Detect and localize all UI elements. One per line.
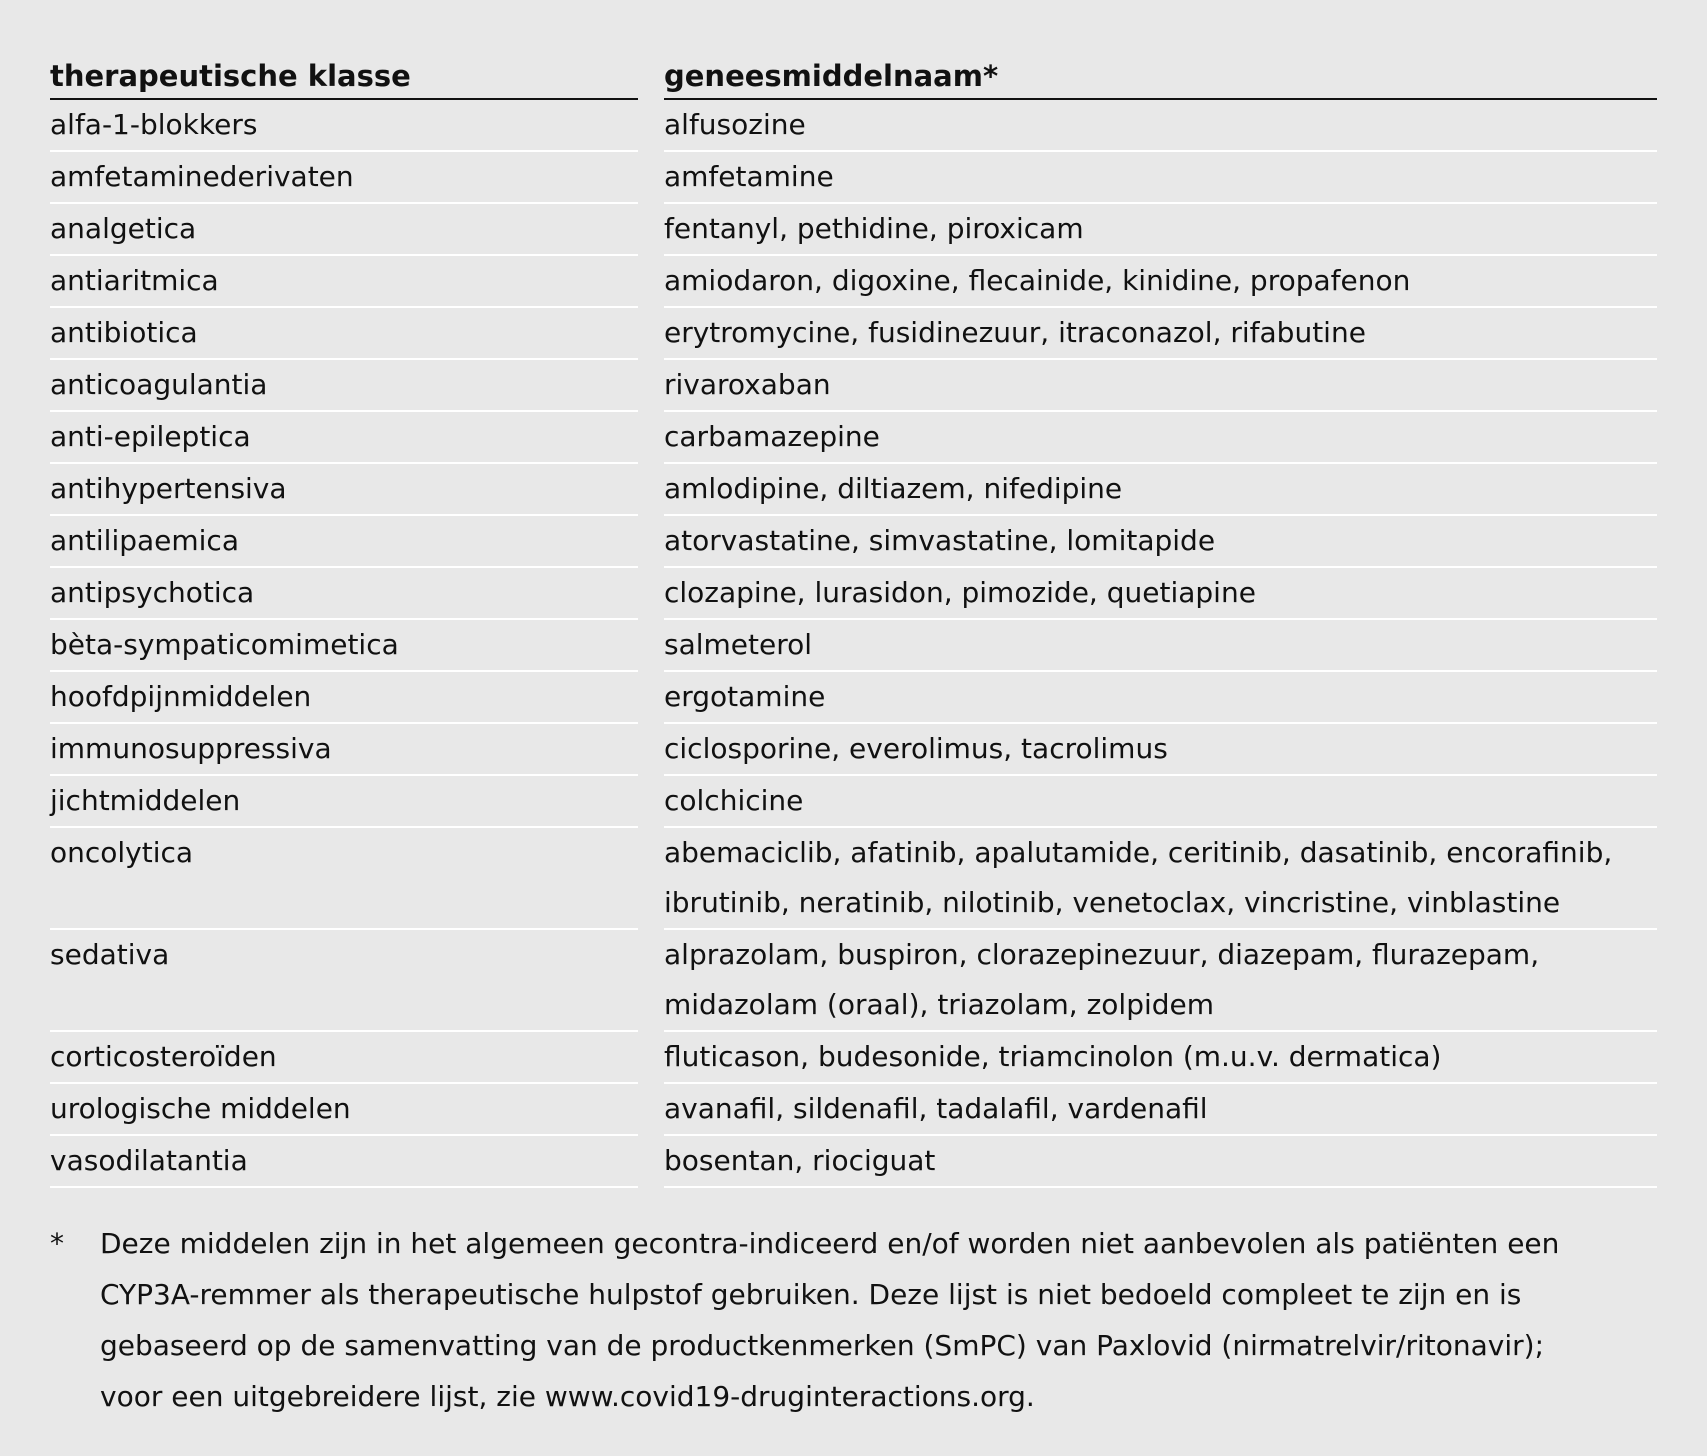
cell-middelen [664,152,1657,204]
cell-klasse: jichtmiddelen [50,776,638,828]
cell-middelen-line: alfusozine [664,108,806,141]
cell-middelen-line: amfetamine [664,160,834,193]
cell-klasse: analgetica [50,204,638,256]
table-row [50,1136,1657,1188]
cell-middelen [664,204,1657,256]
cell-middelen [664,672,1657,724]
cell-middelen [664,1032,1657,1084]
cell-middelen [664,828,1657,930]
table-row [50,256,1657,308]
cell-klasse: urologische middelen [50,1084,638,1136]
table-row [50,100,1657,152]
cell-middelen-line: ergotamine [664,680,826,713]
footnote-line: Deze middelen zijn in het algemeen gecontra-indiceerd en/of worden niet aanbevolen als patiënten een [100,1227,1560,1260]
table-row [50,724,1657,776]
header-therapeutische-klasse: therapeutische klasse [50,52,638,100]
table-body [50,100,1657,1188]
table-row [50,930,1657,1032]
table-row [50,568,1657,620]
cell-middelen-line: abemaciclib, afatinib, apalutamide, ceritinib, dasatinib, encorafinib, [664,836,1613,869]
table-row [50,620,1657,672]
table-row [50,308,1657,360]
cell-middelen [664,308,1657,360]
cell-middelen-line: colchicine [664,784,804,817]
cell-klasse: oncolytica [50,828,638,930]
cell-middelen [664,360,1657,412]
cell-klasse: immunosuppressiva [50,724,638,776]
cell-middelen-line: fentanyl, pethidine, piroxicam [664,212,1084,245]
table-row [50,1032,1657,1084]
cell-klasse: sedativa [50,930,638,1032]
table-row [50,1084,1657,1136]
cell-middelen [664,100,1657,152]
cell-middelen-line: carbamazepine [664,420,880,453]
cell-klasse: corticosteroïden [50,1032,638,1084]
cell-middelen-line: salmeterol [664,628,813,661]
cell-middelen [664,464,1657,516]
cell-middelen-line: bosentan, riociguat [664,1144,936,1177]
cell-middelen-line: alprazolam, buspiron, clorazepinezuur, diazepam, flurazepam, [664,938,1540,971]
cell-middelen-line: fluticason, budesonide, triamcinolon (m.u.v. dermatica) [664,1040,1442,1073]
cell-middelen [664,412,1657,464]
table-row [50,204,1657,256]
table-header [50,52,1657,100]
footnote-mark: * [50,1227,64,1260]
cell-middelen-line: clozapine, lurasidon, pimozide, quetiapine [664,576,1256,609]
cell-middelen [664,620,1657,672]
cell-klasse: alfa-1-blokkers [50,100,638,152]
table-row [50,672,1657,724]
footnote-line: gebaseerd op de samenvatting van de productkenmerken (SmPC) van Paxlovid (nirmatrelvir/ritonavir); [100,1329,1545,1362]
footnote [50,1218,1657,1422]
table-row [50,776,1657,828]
cell-middelen [664,256,1657,308]
cell-middelen-line: avanafil, sildenafil, tadalafil, vardenafil [664,1092,1208,1125]
cell-klasse: antiaritmica [50,256,638,308]
cell-middelen-line: ibrutinib, neratinib, nilotinib, venetoclax, vincristine, vinblastine [664,886,1561,919]
cell-klasse: bèta-sympaticomimetica [50,620,638,672]
cell-klasse: hoofdpijnmiddelen [50,672,638,724]
cell-middelen-line: ciclosporine, everolimus, tacrolimus [664,732,1168,765]
table-row [50,412,1657,464]
cell-middelen [664,516,1657,568]
cell-middelen-line: amiodaron, digoxine, flecainide, kinidine, propafenon [664,264,1411,297]
header-geneesmiddelnaam: geneesmiddelnaam* [664,52,1657,100]
footnote-text [100,1218,1600,1422]
cell-middelen-line: amlodipine, diltiazem, nifedipine [664,472,1123,505]
table-row [50,516,1657,568]
cell-middelen-line: rivaroxaban [664,368,831,401]
footnote-line: voor een uitgebreidere lijst, zie www.covid19-druginteractions.org. [100,1380,1035,1413]
cell-klasse: antibiotica [50,308,638,360]
cell-klasse: anticoagulantia [50,360,638,412]
table-row [50,828,1657,930]
cell-klasse: amfetaminederivaten [50,152,638,204]
cell-middelen [664,930,1657,1032]
cell-klasse: vasodilatantia [50,1136,638,1188]
footnote-line: CYP3A-remmer als therapeutische hulpstof gebruiken. Deze lijst is niet bedoeld compleet te zijn en is [100,1278,1522,1311]
cell-klasse: antihypertensiva [50,464,638,516]
drug-interaction-table [50,52,1657,1188]
cell-klasse: anti-epileptica [50,412,638,464]
cell-klasse: antilipaemica [50,516,638,568]
cell-middelen [664,724,1657,776]
cell-middelen-line: atorvastatine, simvastatine, lomitapide [664,524,1216,557]
table-row [50,152,1657,204]
cell-klasse: antipsychotica [50,568,638,620]
cell-middelen [664,1136,1657,1188]
cell-middelen [664,568,1657,620]
cell-middelen [664,1084,1657,1136]
cell-middelen-line: erytromycine, fusidinezuur, itraconazol, rifabutine [664,316,1366,349]
table-row [50,464,1657,516]
cell-middelen-line: midazolam (oraal), triazolam, zolpidem [664,988,1215,1021]
table-row [50,360,1657,412]
cell-middelen [664,776,1657,828]
